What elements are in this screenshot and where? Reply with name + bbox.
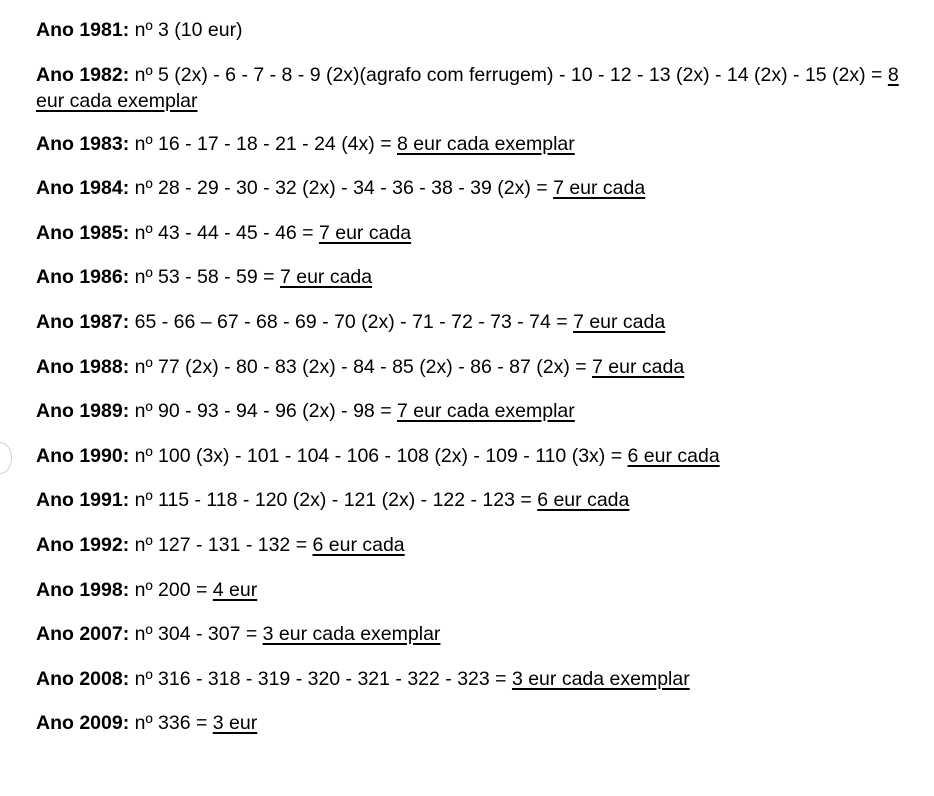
entry-year: Ano 1985: [36,221,130,244]
entry-1988 [36,354,906,380]
entry-year: Ano 1989: [36,400,130,423]
entry-items: nº 127 - 131 - 132 = [134,533,313,556]
entry-price: 7 eur cada [573,310,666,333]
entry-price: 6 eur cada [537,489,630,512]
edge-handle [0,442,12,474]
entry-2009 [36,710,906,736]
entry-year: Ano 1990: [36,444,130,467]
entry-price: 7 eur cada exemplar [397,400,575,423]
entry-items: nº 200 = [134,578,213,601]
entry-price: 6 eur cada [312,533,405,556]
entry-price: 3 eur [212,712,258,735]
entry-year: Ano 1998: [36,578,130,601]
document-body [36,17,906,755]
entry-year: Ano 2007: [36,623,130,646]
entry-items: nº 100 (3x) - 101 - 104 - 106 - 108 (2x) - 109 - 110 (3x) = [134,444,628,467]
entry-year: Ano 1984: [36,177,130,200]
entry-items: 65 - 66 – 67 - 68 - 69 - 70 (2x) - 71 - 72 - 73 - 74 = [134,310,574,333]
entry-items: nº 5 (2x) - 6 - 7 - 8 - 9 (2x)(agrafo com ferrugem) - 10 - 12 - 13 (2x) - 14 (2x) - 15 (2x) = [134,63,888,86]
entry-price: 8 eur cada exemplar [36,63,899,112]
entry-price: 7 eur cada [592,355,685,378]
entry-price: 4 eur [212,578,258,601]
entry-year: Ano 1986: [36,266,130,289]
entry-items: nº 90 - 93 - 94 - 96 (2x) - 98 = [134,400,397,423]
entry-items: nº 316 - 318 - 319 - 320 - 321 - 322 - 323 = [134,667,512,690]
entry-2008 [36,666,906,692]
entry-year: Ano 1981: [36,19,130,41]
entry-items: nº 115 - 118 - 120 (2x) - 121 (2x) - 122 - 123 = [134,489,538,512]
entry-1992 [36,532,906,558]
entry-2007 [36,621,906,647]
entry-year: Ano 1982: [36,63,130,86]
entry-price: 3 eur cada exemplar [511,667,690,690]
entry-items: nº 77 (2x) - 80 - 83 (2x) - 84 - 85 (2x) - 86 - 87 (2x) = [134,355,593,378]
entry-price: 3 eur cada exemplar [262,623,441,646]
entry-year: Ano 1983: [36,132,130,155]
entry-price: 6 eur cada [627,444,720,467]
entry-items: nº 53 - 58 - 59 = [134,266,280,289]
entry-year: Ano 1991: [36,489,130,512]
entry-items: nº 28 - 29 - 30 - 32 (2x) - 34 - 36 - 38 - 39 (2x) = [134,177,554,200]
entry-1991 [36,487,906,513]
entry-items: nº 336 = [134,712,213,735]
entry-1985 [36,220,906,246]
entry-1982 [36,62,906,114]
entry-items: nº 43 - 44 - 45 - 46 = [134,221,319,244]
entry-items: nº 16 - 17 - 18 - 21 - 24 (4x) = [134,132,397,155]
entry-price: 7 eur cada [318,221,412,244]
entry-year: Ano 2009: [36,712,130,735]
entry-1998 [36,577,906,603]
entry-items: nº 304 - 307 = [134,623,263,646]
entry-price: 7 eur cada [279,266,373,289]
entry-year: Ano 2008: [36,667,130,690]
entry-year: Ano 1988: [36,355,130,378]
entry-1990 [36,443,906,469]
entry-items: nº 3 (10 eur) [134,19,243,41]
entry-1986 [36,264,906,290]
entry-1989 [36,398,906,424]
entry-1984 [36,175,906,201]
entry-1981 [36,17,906,43]
entry-year: Ano 1992: [36,533,130,556]
entry-1983 [36,131,906,157]
entry-price: 8 eur cada exemplar [397,132,575,155]
entry-year: Ano 1987: [36,310,130,333]
entry-1987 [36,309,906,335]
entry-price: 7 eur cada [553,177,646,200]
